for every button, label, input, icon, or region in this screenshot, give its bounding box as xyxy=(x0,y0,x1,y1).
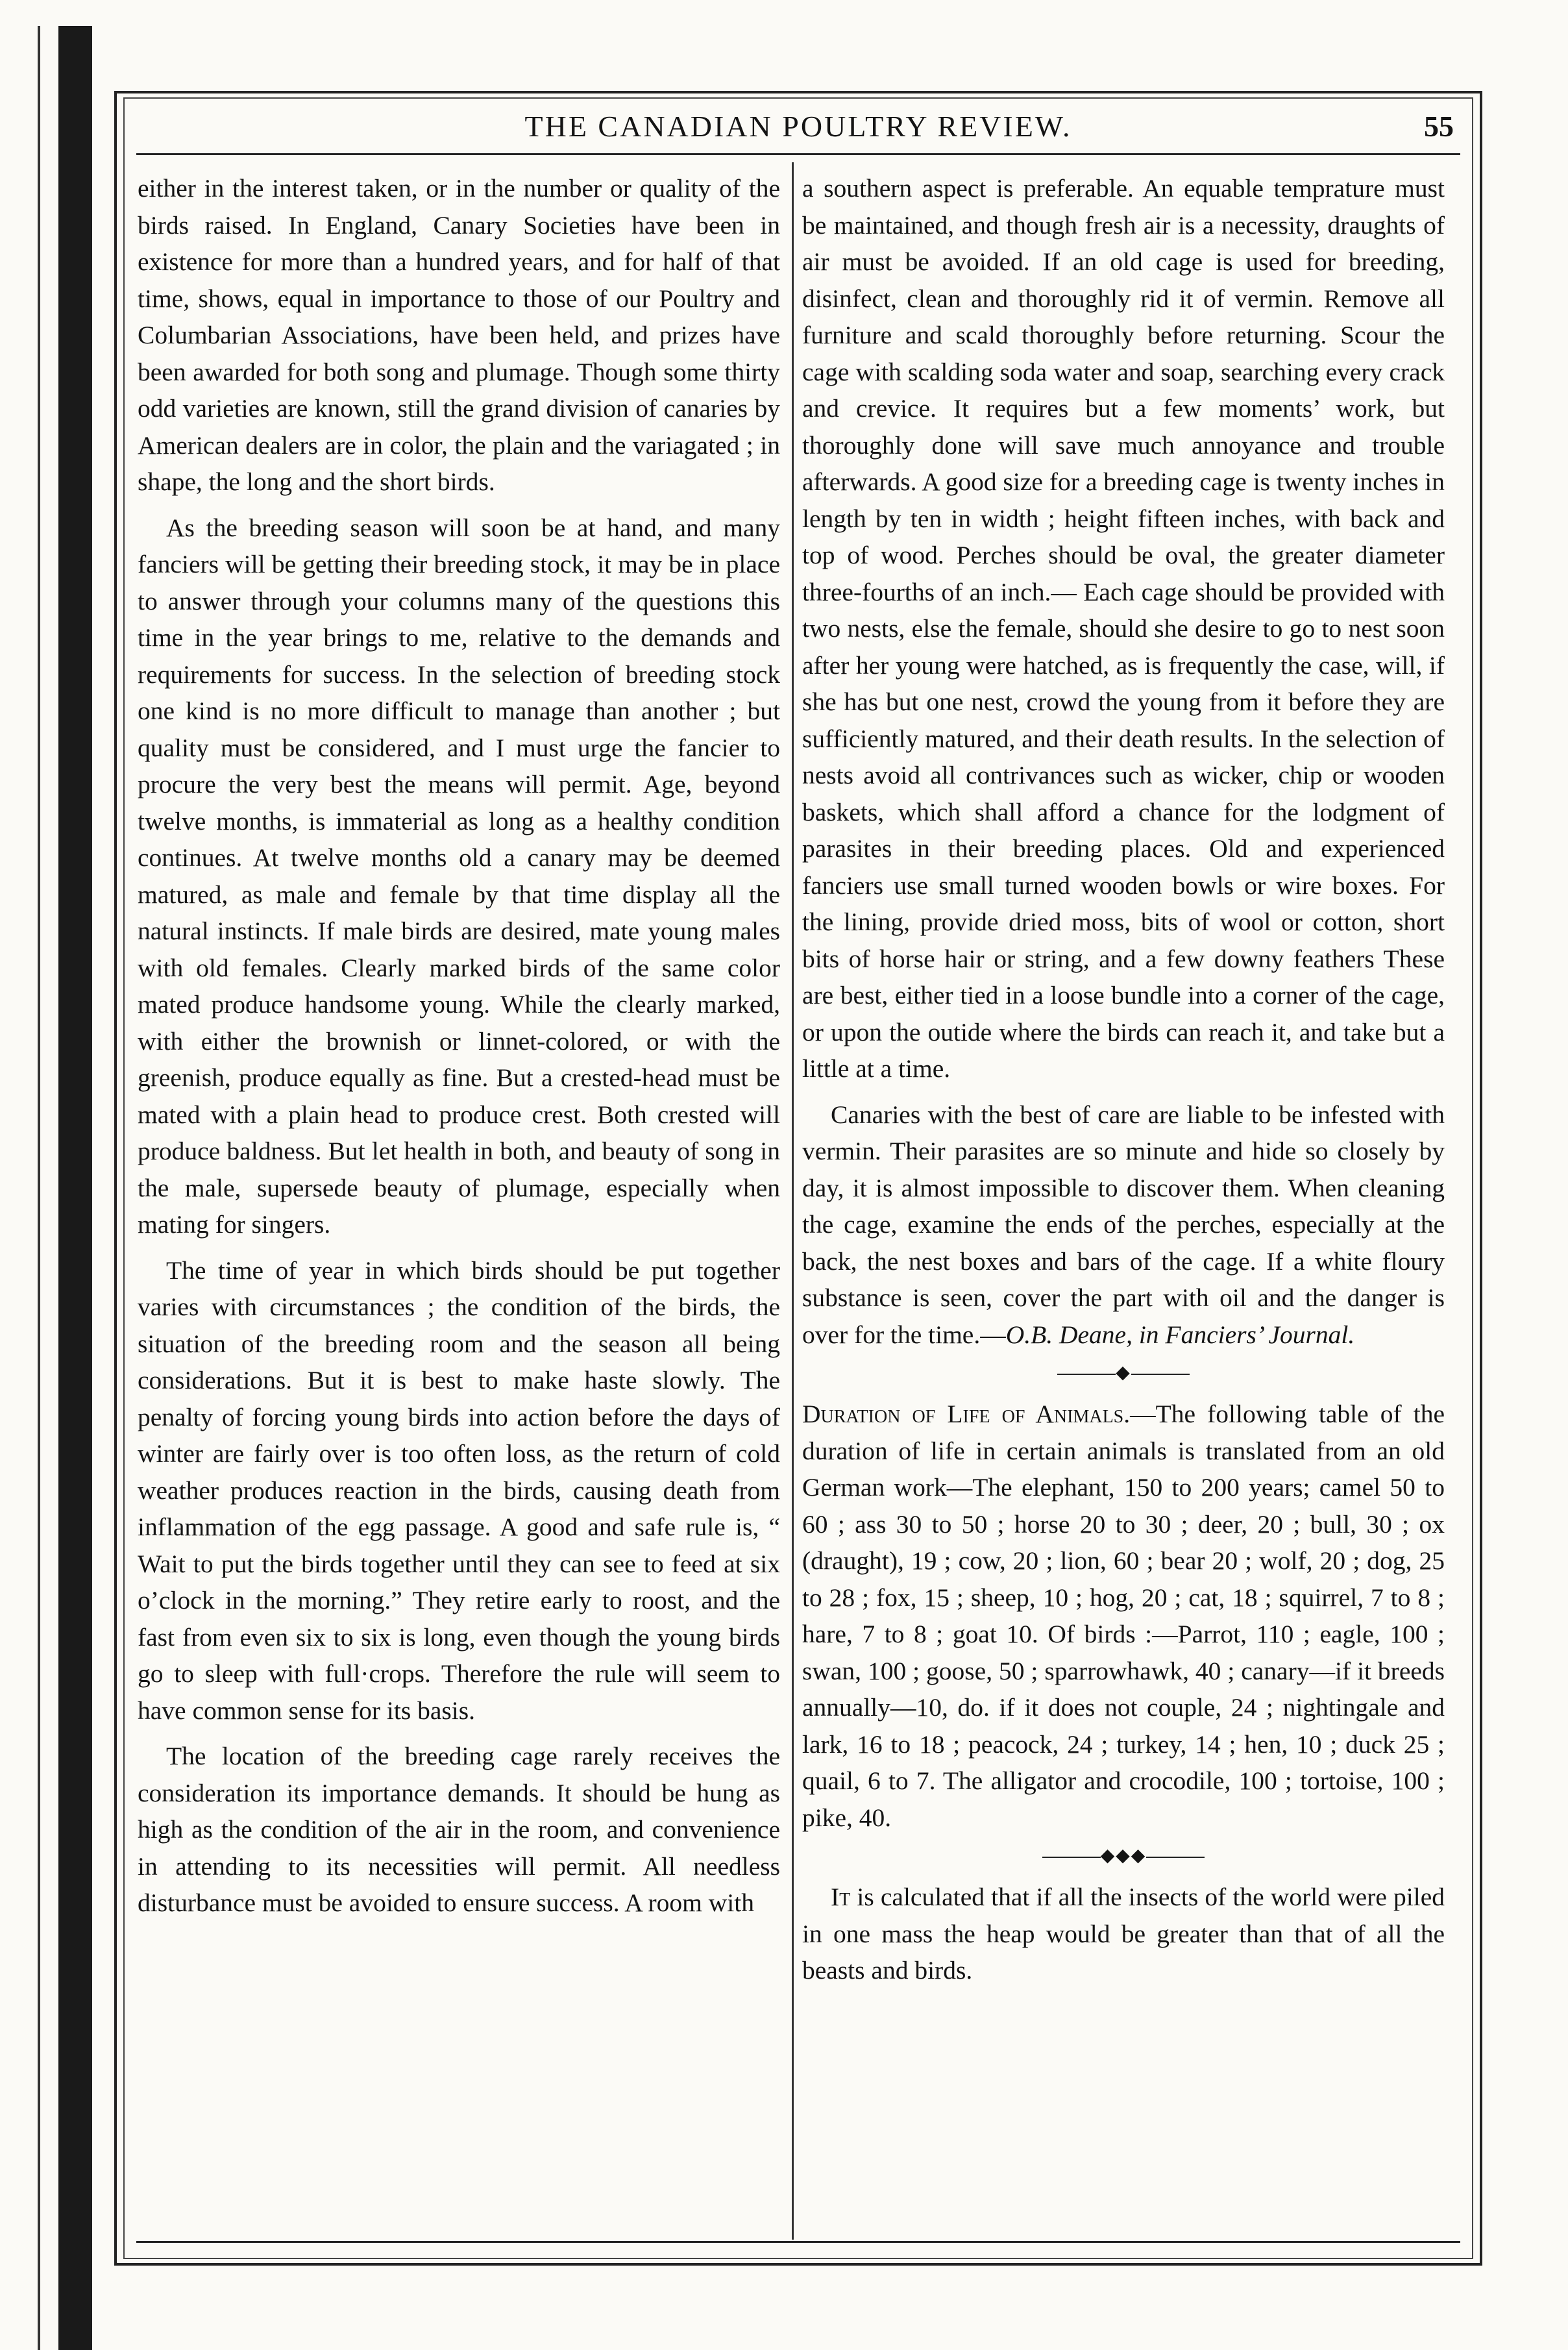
paragraph: a southern aspect is preferable. An equable temprature must be maintained, and though fresh air is a necessity, draughts of air must be avoided. If an old cage is used for breeding, disinfect, clean and thoroughly rid it of vermin. Remove all furniture and scald thoroughly before returning. Scour the cage with scalding soda water and soap, searching every crack and crevice. It requires but a few moments’ work, but thoroughly done will save much annoyance and trouble afterwards. A good size for a breeding cage is twenty inches in length by ten in width ; height fifteen inches, with back and top of wood. Perches should be oval, the greater diameter three-fourths of an inch.— Each cage should be provided with two nests, else the female, should she desire to go to nest soon after her young were hatched, as is frequently the case, will, if she has but one nest, crowd the young from it before they are sufficiently matured, and their death results. In the selection of nests avoid all contrivances such as wicker, chip or wooden baskets, which shall afford a chance for the lodgment of parasites in their breeding places. Old and experienced fanciers use small turned wooden bowls or wire boxes. For the lining, provide dried moss, bits of wool or cotton, short bits of horse hair or string, and a few downy feathers These are best, either tied in a loose bundle into a corner of the cage, or upon the outide where the birds can reach it, and take but a little at a time. xyxy=(802,174,1445,1083)
section-heading: Duration of Life of Animals. xyxy=(802,1400,1131,1428)
paragraph: The time of year in which birds should be put together varies with circumstances ; the condition of the birds, the situation of the breeding room and the season all being considerations. But it is best to make haste slowly. The penalty of forcing young birds into action before the days of winter are fairly over is too often loss, as the return of cold weather produces reaction in the birds, causing death from inflammation of the egg passage. A good and safe rule is, “ Wait to put the birds together until they can see to feed at six o’clock in the morning.” They retire early to roost, and the fast from even six to six is long, even though the young birds go to sleep with full·crops. Therefore the rule will seem to have common sense for its basis. xyxy=(138,1255,780,1725)
header-rule xyxy=(136,153,1460,155)
paragraph-text: Canaries with the best of care are liable to be infested with vermin. Their parasites are so minute and hide so closely by day, it is almost impossible to discover them. When cleaning the cage, examine the ends of the perches, especially at the back, the nest boxes and bars of the cage. If a white floury substance is seen, cover the part with oil and the danger is over for the time.— xyxy=(802,1100,1445,1349)
running-title: THE CANADIAN POULTRY REVIEW. xyxy=(524,110,1072,143)
left-column xyxy=(138,170,780,2234)
page-header xyxy=(136,109,1460,155)
article-attribution: O.B. Deane, in Fanciers’ Journal. xyxy=(1005,1320,1355,1349)
paragraph-text: —The following table of the duration of life in certain animals is translated from an old German work—The elephant, 150 to 200 years; camel 50 to 60 ; ass 30 to 50 ; horse 20 to 30 ; deer, 20 ; bull, 30 ; ox (draught), 19 ; cow, 20 ; lion, 60 ; bear 20 ; wolf, 20 ; dog, 25 to 28 ; fox, 15 ; sheep, 10 ; hog, 20 ; cat, 18 ; squirrel, 7 to 8 ; hare, 7 to 8 ; goat 10. Of birds :—Parrot, 110 ; eagle, 100 ; swan, 100 ; goose, 50 ; sparrowhawk, 40 ; canary—if it breeds annually—10, do. if it does not couple, 24 ; nightingale and lark, 16 to 18 ; peacock, 24 ; turkey, 14 ; hen, 10 ; duck 25 ; quail, 6 to 7. The alligator and crocodile, 100 ; tortoise, 100 ; pike, 40. xyxy=(802,1400,1445,1832)
column-divider xyxy=(792,162,794,2240)
paragraph xyxy=(802,1879,1445,1989)
paragraph: The location of the breeding cage rarely receives the consideration its importance demands. It should be hung as high as the condition of the air in the room, and convenience in attending to its necessities will permit. All needless disturbance must be avoided to ensure success. A room with xyxy=(138,1742,780,1917)
section-divider-ornament: ◆◆◆ xyxy=(802,1845,1445,1867)
page-number: 55 xyxy=(1424,110,1454,143)
right-column xyxy=(802,170,1445,2234)
paragraph xyxy=(802,1096,1445,1354)
paragraph: As the breeding season will soon be at hand, and many fanciers will be getting their breeding stock, it may be in place to answer through your columns many of the questions this time in the year brings to me, relative to the demands and requirements for success. In the selection of breeding stock one kind is no more difficult to manage than another ; but quality must be considered, and I must urge the fancier to procure the very best the means will permit. Age, beyond twelve months, is immaterial as long as a healthy condition continues. At twelve months old a canary may be deemed matured, as male and female by that time display all the natural instincts. If male birds are desired, mate young males with old females. Clearly marked birds of the same color mated produce handsome young. While the clearly marked, with either the brownish or linnet-colored, or with the greenish, produce equally as fine. But a crested-head must be mated with a plain head to produce crest. Both crested will produce baldness. But let health in both, and beauty of song in the male, supersede beauty of plumage, especially when mating for singers. xyxy=(138,513,780,1239)
paragraph xyxy=(802,1396,1445,1836)
paragraph-text: is calculated that if all the insects of the world were piled in one mass the heap would be greater than that of all the beasts and birds. xyxy=(802,1883,1445,1985)
section-divider-ornament: ◆ xyxy=(802,1362,1445,1384)
footer-rule xyxy=(136,2241,1460,2243)
binding-edge-line xyxy=(38,26,40,2350)
lead-word: It xyxy=(831,1883,851,1911)
paragraph: either in the interest taken, or in the number or quality of the birds raised. In England, Canary Societies have been in existence for more than a hundred years, and for half of that time, shows, equal in importance to those of our Poultry and Columbarian Associations, have been held, and prizes have been awarded for both song and plumage. Though some thirty odd varieties are known, still the grand division of canaries by American dealers are in color, the plain and the variagated ; in shape, the long and the short birds. xyxy=(138,174,780,496)
binding-strip xyxy=(58,26,92,2350)
